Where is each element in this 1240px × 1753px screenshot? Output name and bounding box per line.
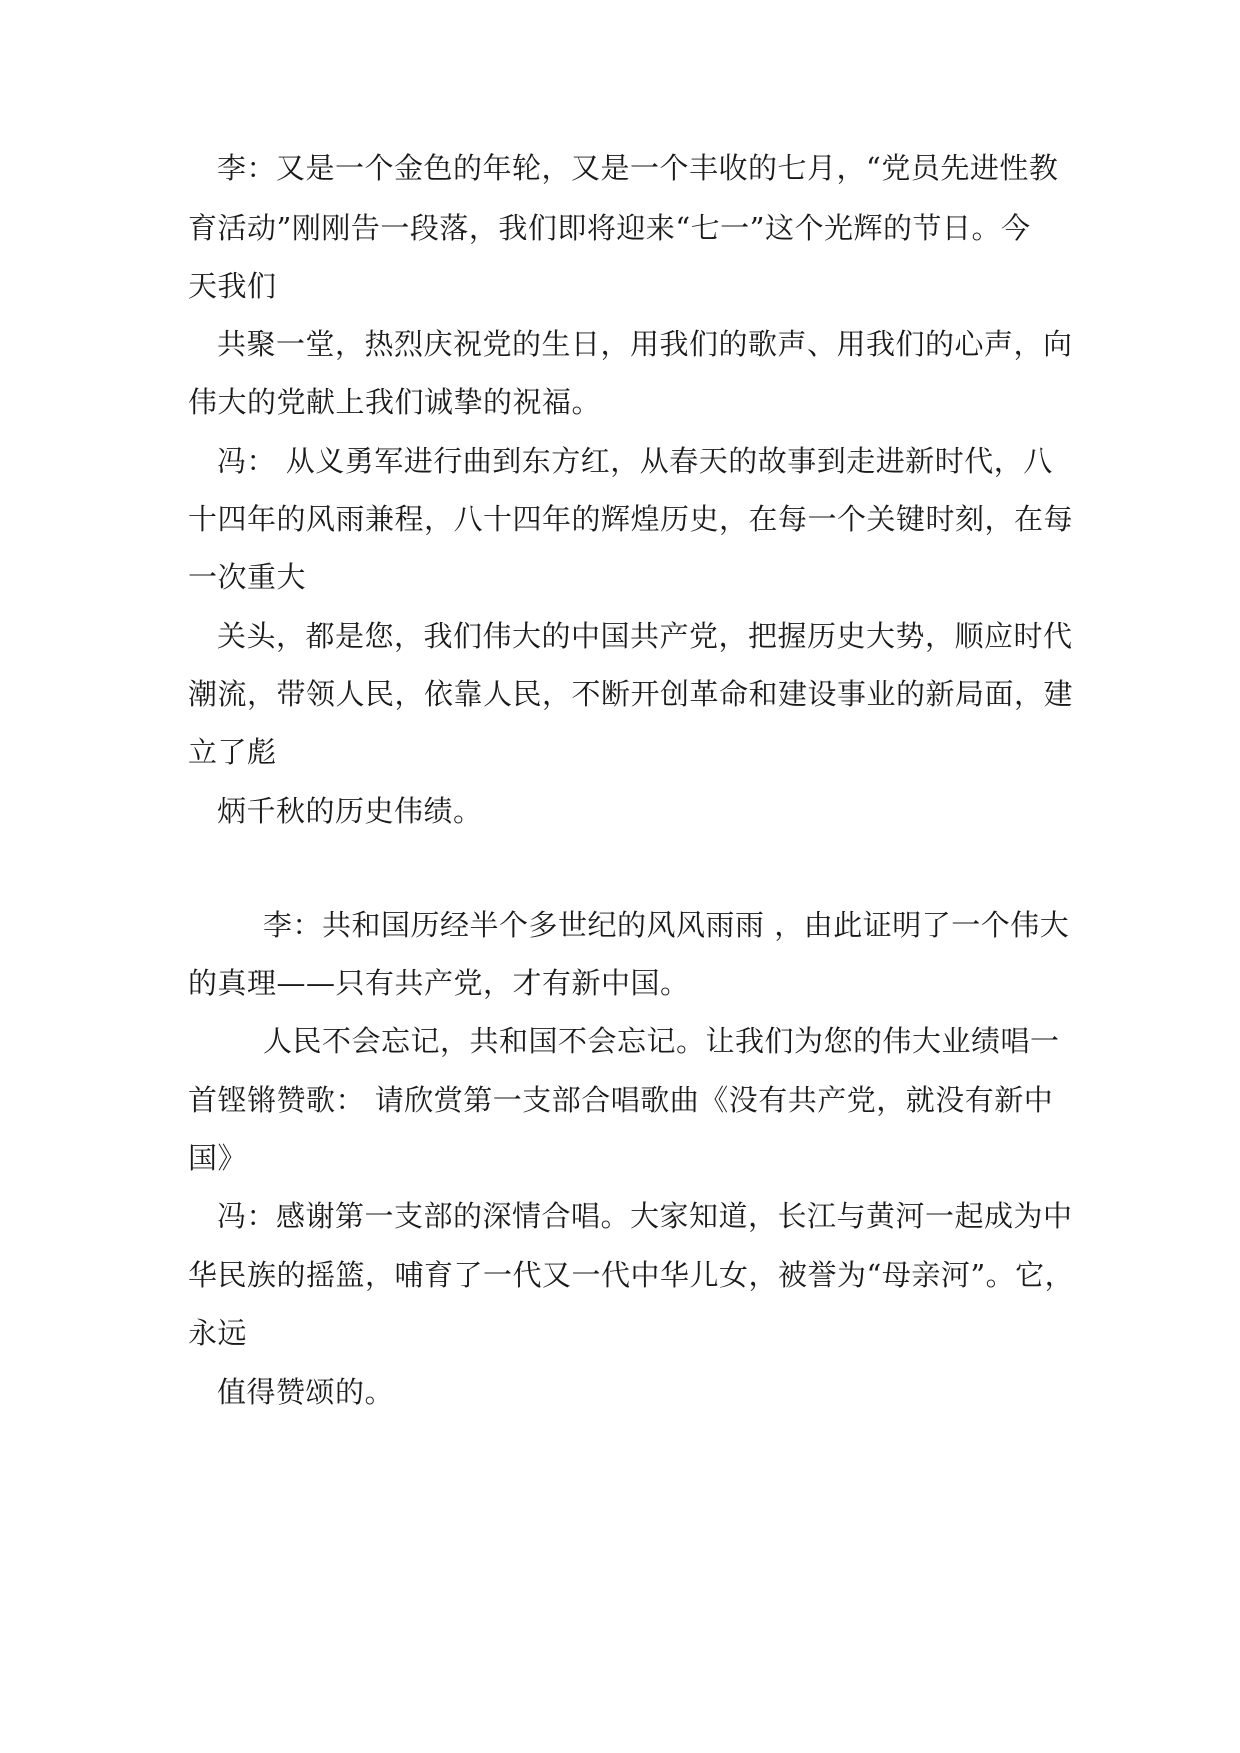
text-line-20: 永远 bbox=[188, 1316, 248, 1350]
text-line-10: 潮流，带领人民，依靠人民，不断开创革命和建设事业的新局面，建 bbox=[188, 677, 1074, 711]
text-line-12: 炳千秋的历史伟绩。 bbox=[217, 794, 483, 828]
text-line-11: 立了彪 bbox=[188, 735, 277, 769]
text-line-9: 关头，都是您，我们伟大的中国共产党，把握历史大势，顺应时代 bbox=[217, 619, 1073, 653]
text-line-18: 冯：感谢第一支部的深情合唱。大家知道，长江与黄河一起成为中 bbox=[217, 1199, 1073, 1233]
text-line-3: 天我们 bbox=[188, 269, 277, 303]
text-line-2: 育活动”刚刚告一段落，我们即将迎来“七一”这个光辉的节日。今 bbox=[188, 211, 1031, 245]
text-line-7: 十四年的风雨兼程，八十四年的辉煌历史，在每一个关键时刻，在每 bbox=[188, 502, 1074, 536]
text-line-6: 冯： 从义勇军进行曲到东方红，从春天的故事到走进新时代，八 bbox=[217, 444, 1053, 478]
text-line-17: 国》 bbox=[188, 1141, 248, 1175]
text-line-1: 李：又是一个金色的年轮，又是一个丰收的七月，“党员先进性教 bbox=[217, 151, 1059, 185]
text-line-19: 华民族的摇篮，哺育了一代又一代中华儿女，被誉为“母亲河”。它， bbox=[188, 1258, 1075, 1292]
text-line-15: 人民不会忘记，共和国不会忘记。让我们为您的伟大业绩唱一 bbox=[263, 1024, 1060, 1058]
text-line-4: 共聚一堂，热烈庆祝党的生日，用我们的歌声、用我们的心声，向 bbox=[217, 327, 1073, 361]
text-line-5: 伟大的党献上我们诚挚的祝福。 bbox=[188, 385, 602, 419]
text-line-13: 李：共和国历经半个多世纪的风风雨雨 ，由此证明了一个伟大 bbox=[263, 908, 1070, 942]
text-line-16: 首铿锵赞歌： 请欣赏第一支部合唱歌曲《没有共产党，就没有新中 bbox=[188, 1083, 1054, 1117]
text-line-21: 值得赞颂的。 bbox=[217, 1375, 395, 1409]
text-line-8: 一次重大 bbox=[188, 560, 307, 594]
text-line-14: 的真理——只有共产党，才有新中国。 bbox=[188, 966, 690, 1000]
